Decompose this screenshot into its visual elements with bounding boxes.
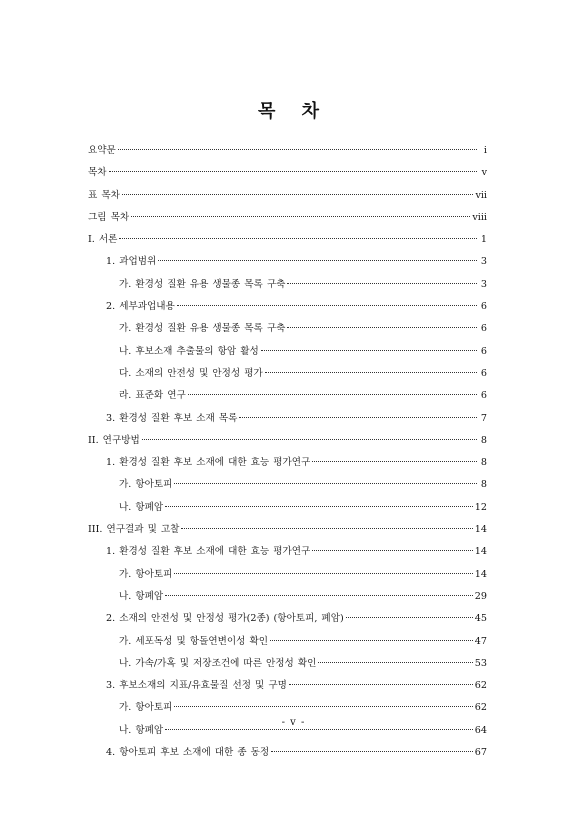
toc-entry-label: III. 연구결과 및 고찰	[88, 524, 180, 536]
toc-entry	[88, 140, 487, 162]
toc-entry-page: 3	[480, 278, 487, 290]
toc-entry	[88, 185, 487, 207]
dot-leader	[312, 540, 472, 551]
toc-entry-page: 53	[474, 657, 487, 669]
dot-leader	[131, 206, 470, 217]
toc-entry-label: I. 서론	[88, 234, 118, 246]
dot-leader	[287, 317, 477, 328]
dot-leader	[109, 161, 477, 172]
dot-leader	[177, 295, 477, 306]
dot-leader	[188, 384, 477, 395]
toc-entry-page: vii	[475, 189, 487, 201]
toc-entry-page: 7	[480, 412, 487, 424]
toc-entry-label: 라. 표준화 연구	[119, 390, 186, 402]
toc-entry-page: 14	[474, 546, 487, 558]
toc-entry-page: 6	[480, 323, 487, 335]
dot-leader	[346, 607, 473, 618]
toc-entry-page: v	[481, 167, 487, 179]
dot-leader	[289, 674, 473, 685]
toc-entry-page: 14	[474, 568, 487, 580]
toc-entry-label: 가. 항아토피	[119, 479, 173, 491]
dot-leader	[239, 407, 477, 418]
table-of-contents	[88, 140, 487, 764]
toc-entry	[88, 742, 487, 764]
toc-entry-label: 그림 목차	[88, 211, 130, 223]
dot-leader	[318, 652, 472, 663]
toc-entry-label: 나. 항폐암	[119, 590, 164, 602]
dot-leader	[174, 696, 472, 707]
toc-entry-page: 14	[474, 524, 487, 536]
toc-entry	[88, 296, 487, 318]
toc-entry-label: 나. 후보소재 추출물의 항암 활성	[119, 345, 259, 357]
dot-leader	[270, 630, 473, 641]
toc-entry	[88, 363, 487, 385]
toc-entry-page: 6	[480, 301, 487, 313]
toc-entry-page: 1	[480, 234, 487, 246]
toc-entry	[88, 675, 487, 697]
toc-entry-page: 6	[480, 345, 487, 357]
toc-entry-label: 3. 환경성 질환 후보 소재 목록	[106, 412, 238, 424]
page-title: 목 차	[257, 101, 330, 122]
toc-entry-label: 다. 소재의 안전성 및 안정성 평가	[119, 367, 263, 379]
toc-entry-label: 나. 항폐암	[119, 501, 164, 513]
toc-entry-page: 64	[474, 724, 487, 736]
toc-entry-label: II. 연구방법	[88, 434, 140, 446]
toc-entry	[88, 564, 487, 586]
toc-entry	[88, 408, 487, 430]
toc-entry-page: 47	[474, 635, 487, 647]
toc-entry	[88, 251, 487, 273]
dot-leader	[158, 250, 477, 261]
dot-leader	[287, 273, 477, 284]
toc-entry-label: 1. 환경성 질환 후보 소재에 대한 효능 평가연구	[106, 546, 311, 558]
toc-entry-label: 가. 환경성 질환 유용 생물종 목록 구축	[119, 278, 286, 290]
toc-entry	[88, 608, 487, 630]
toc-entry-label: 1. 환경성 질환 후보 소재에 대한 효능 평가연구	[106, 457, 311, 469]
toc-entry	[88, 274, 487, 296]
toc-entry-label: 가. 세포독성 및 항돌연변이성 확인	[119, 635, 268, 647]
dot-leader	[181, 518, 472, 529]
toc-entry	[88, 586, 487, 608]
toc-entry-page: 29	[474, 590, 487, 602]
toc-entry-label: 목차	[88, 167, 107, 179]
toc-entry-label: 3. 후보소재의 지표/유효물질 선정 및 구명	[106, 680, 287, 692]
dot-leader	[142, 429, 477, 440]
toc-entry-label: 가. 항아토피	[119, 702, 173, 714]
toc-entry-label: 나. 항폐암	[119, 724, 164, 736]
dot-leader	[122, 184, 474, 195]
page-number: - v -	[281, 717, 306, 728]
toc-entry	[88, 430, 487, 452]
toc-entry	[88, 474, 487, 496]
toc-entry-label: 4. 항아토피 후보 소재에 대한 종 동정	[106, 747, 270, 759]
toc-entry-page: 12	[474, 501, 487, 513]
toc-entry-page: 8	[480, 479, 487, 491]
toc-entry-page: 62	[474, 702, 487, 714]
toc-entry	[88, 162, 487, 184]
toc-entry-page: 6	[480, 367, 487, 379]
dot-leader	[265, 362, 477, 373]
toc-entry-page: 8	[480, 457, 487, 469]
toc-entry	[88, 385, 487, 407]
toc-entry-label: 2. 소재의 안전성 및 안정성 평가(2종) (항아토피, 폐암)	[106, 613, 344, 625]
dot-leader	[174, 563, 472, 574]
toc-entry	[88, 497, 487, 519]
toc-entry	[88, 631, 487, 653]
toc-entry-label: 가. 항아토피	[119, 568, 173, 580]
toc-entry-page: 67	[474, 747, 487, 759]
toc-entry	[88, 207, 487, 229]
dot-leader	[271, 741, 473, 752]
toc-entry	[88, 341, 487, 363]
toc-entry-page: viii	[472, 211, 487, 223]
dot-leader	[312, 451, 477, 462]
toc-entry-label: 2. 세부과업내용	[106, 301, 175, 313]
dot-leader	[174, 473, 477, 484]
dot-leader	[165, 496, 473, 507]
toc-entry-page: 6	[480, 390, 487, 402]
toc-entry	[88, 519, 487, 541]
toc-entry-page: 45	[474, 613, 487, 625]
toc-entry	[88, 318, 487, 340]
toc-entry	[88, 653, 487, 675]
dot-leader	[165, 585, 473, 596]
toc-entry	[88, 541, 487, 563]
toc-entry-page: 3	[480, 256, 487, 268]
toc-entry-label: 요약문	[88, 145, 116, 156]
toc-entry	[88, 452, 487, 474]
toc-entry-label: 표 목차	[88, 189, 120, 201]
dot-leader	[118, 139, 477, 150]
toc-entry-page: i	[483, 145, 487, 156]
toc-entry-page: 8	[480, 434, 487, 446]
dot-leader	[119, 228, 477, 239]
toc-entry	[88, 229, 487, 251]
toc-entry-label: 나. 가속/가혹 및 저장조건에 따른 안정성 확인	[119, 657, 317, 669]
dot-leader	[261, 340, 477, 351]
toc-entry-label: 가. 환경성 질환 유용 생물종 목록 구축	[119, 323, 286, 335]
toc-entry-page: 62	[474, 680, 487, 692]
toc-entry-label: 1. 과업범위	[106, 256, 157, 268]
